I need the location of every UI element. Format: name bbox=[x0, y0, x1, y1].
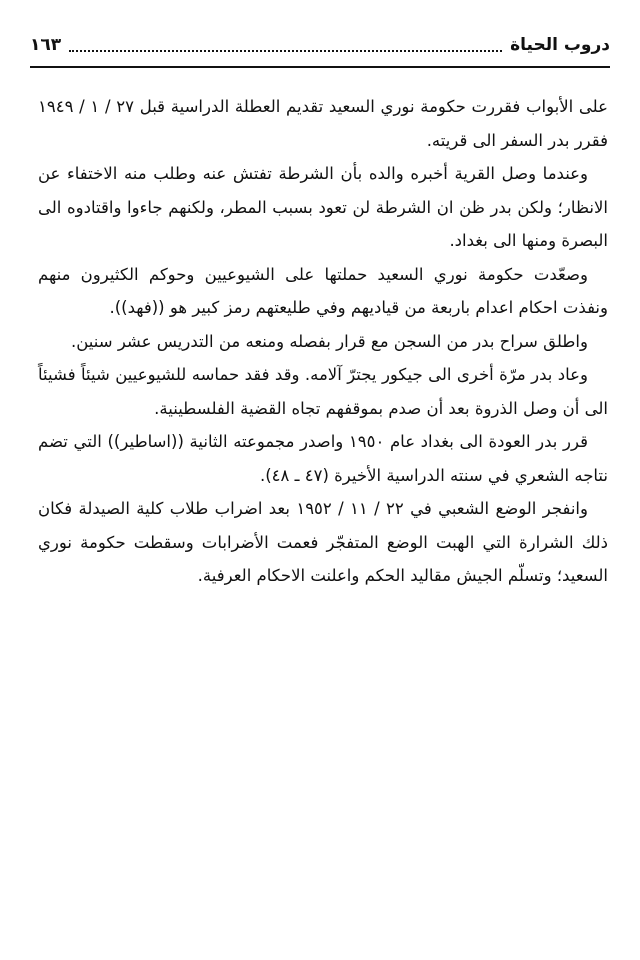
paragraph: وصعّدت حكومة نوري السعيد حملتها على الشيوعيين وحوكم الكثيرون منهم ونفذت احكام اعدام باربعة من قياديهم وفي طليعتهم رمز كبير هو ((فهد)). bbox=[38, 264, 608, 317]
paragraph: على الأبواب فقررت حكومة نوري السعيد تقديم العطلة الدراسية قبل ٢٧ / ١ / ١٩٤٩ فقرر بدر السفر الى قريته. bbox=[38, 97, 608, 150]
paragraph: وانفجر الوضع الشعبي في ٢٢ / ١١ / ١٩٥٢ بعد اضراب طلاب كلية الصيدلة فكان ذلك الشرارة التي الهبت الوضع المتفجّر فعمت الأضرابات وسقطت حكومة نوري السعيد؛ وتسلّم الجيش مقاليد الحكم واعلنت الاحكام العرفية. bbox=[38, 499, 608, 585]
dot-leader bbox=[69, 49, 502, 52]
paragraph: قرر بدر العودة الى بغداد عام ١٩٥٠ واصدر مجموعته الثانية ((اساطير)) التي تضم نتاجه الشعري في سنته الدراسية الأخيرة (٤٧ ـ ٤٨). bbox=[38, 432, 608, 485]
paragraph: واطلق سراح بدر من السجن مع قرار بفصله ومنعه من التدريس عشر سنين. bbox=[71, 331, 588, 351]
body-text bbox=[38, 90, 608, 593]
page-number: ١٦٣ bbox=[30, 35, 62, 55]
running-header bbox=[30, 30, 610, 60]
paragraph: وعندما وصل القرية أخبره والده بأن الشرطة تفتش عنه وطلب منه الاختفاء عن الانظار؛ ولكن بدر ظن ان الشرطة لن تعود بسبب المطر، ولكنهم جاءوا واقتادوه الى البصرة ومنها الى بغداد. bbox=[38, 164, 608, 250]
header-rule bbox=[30, 66, 610, 68]
paragraph: وعاد بدر مرّة أخرى الى جيكور يجترّ آلامه. وقد فقد حماسه للشيوعيين شيئاً فشيئاً الى أن وصل الذروة بعد أن صدم بموقفهم تجاه القضية الفلسطينية. bbox=[38, 365, 608, 418]
running-title: دروب الحياة bbox=[510, 35, 610, 55]
